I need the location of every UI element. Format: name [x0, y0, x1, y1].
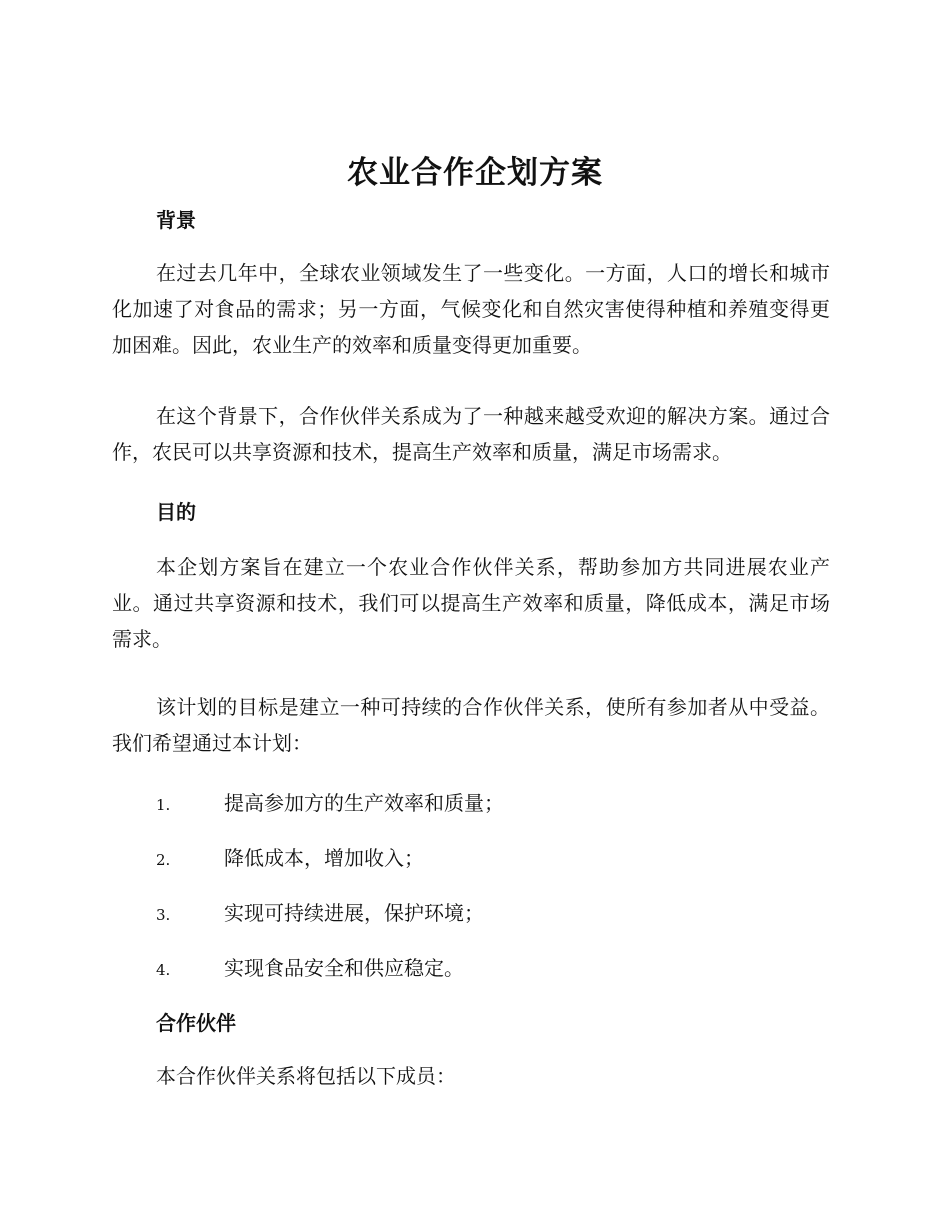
- goal-list-item: [156, 788, 836, 820]
- purpose-paragraph-1: 本企划方案旨在建立一个农业合作伙伴关系，帮助参加方共同进展农业产业。通过共享资源和技术，我们可以提高生产效率和质量，降低成本，满足市场需求。: [112, 555, 830, 651]
- goal-list-text: 降低成本，增加收入；: [224, 846, 424, 870]
- document-title: 农业合作企划方案: [347, 155, 603, 191]
- goal-list-item: [156, 898, 836, 930]
- goal-list-text: 实现可持续进展，保护环境；: [224, 901, 484, 925]
- goal-list-number: 2.: [156, 851, 171, 869]
- goal-list-text: 提高参加方的生产效率和质量；: [224, 791, 504, 815]
- section-heading-background: 背景: [156, 208, 196, 232]
- goal-list-item: [156, 953, 836, 985]
- background-paragraph-2: 在这个背景下，合作伙伴关系成为了一种越来越受欢迎的解决方案。通过合作，农民可以共享资源和技术，提高生产效率和质量，满足市场需求。: [112, 404, 830, 464]
- partners-paragraph-1: 本合作伙伴关系将包括以下成员：: [156, 1064, 456, 1088]
- goal-list-text: 实现食品安全和供应稳定。: [224, 956, 464, 980]
- section-heading-partners: 合作伙伴: [156, 1011, 236, 1035]
- goal-list-number: 4.: [156, 961, 171, 979]
- background-paragraph-1: 在过去几年中，全球农业领域发生了一些变化。一方面，人口的增长和城市化加速了对食品的需求；另一方面，气候变化和自然灾害使得种植和养殖变得更加困难。因此，农业生产的效率和质量变得更加重要。: [112, 261, 830, 357]
- goal-list-item: [156, 843, 836, 875]
- section-heading-purpose: 目的: [156, 500, 196, 524]
- goal-list-number: 1.: [156, 796, 171, 814]
- goal-list-number: 3.: [156, 906, 171, 924]
- purpose-paragraph-2: 该计划的目标是建立一种可持续的合作伙伴关系，使所有参加者从中受益。我们希望通过本计划：: [112, 695, 830, 755]
